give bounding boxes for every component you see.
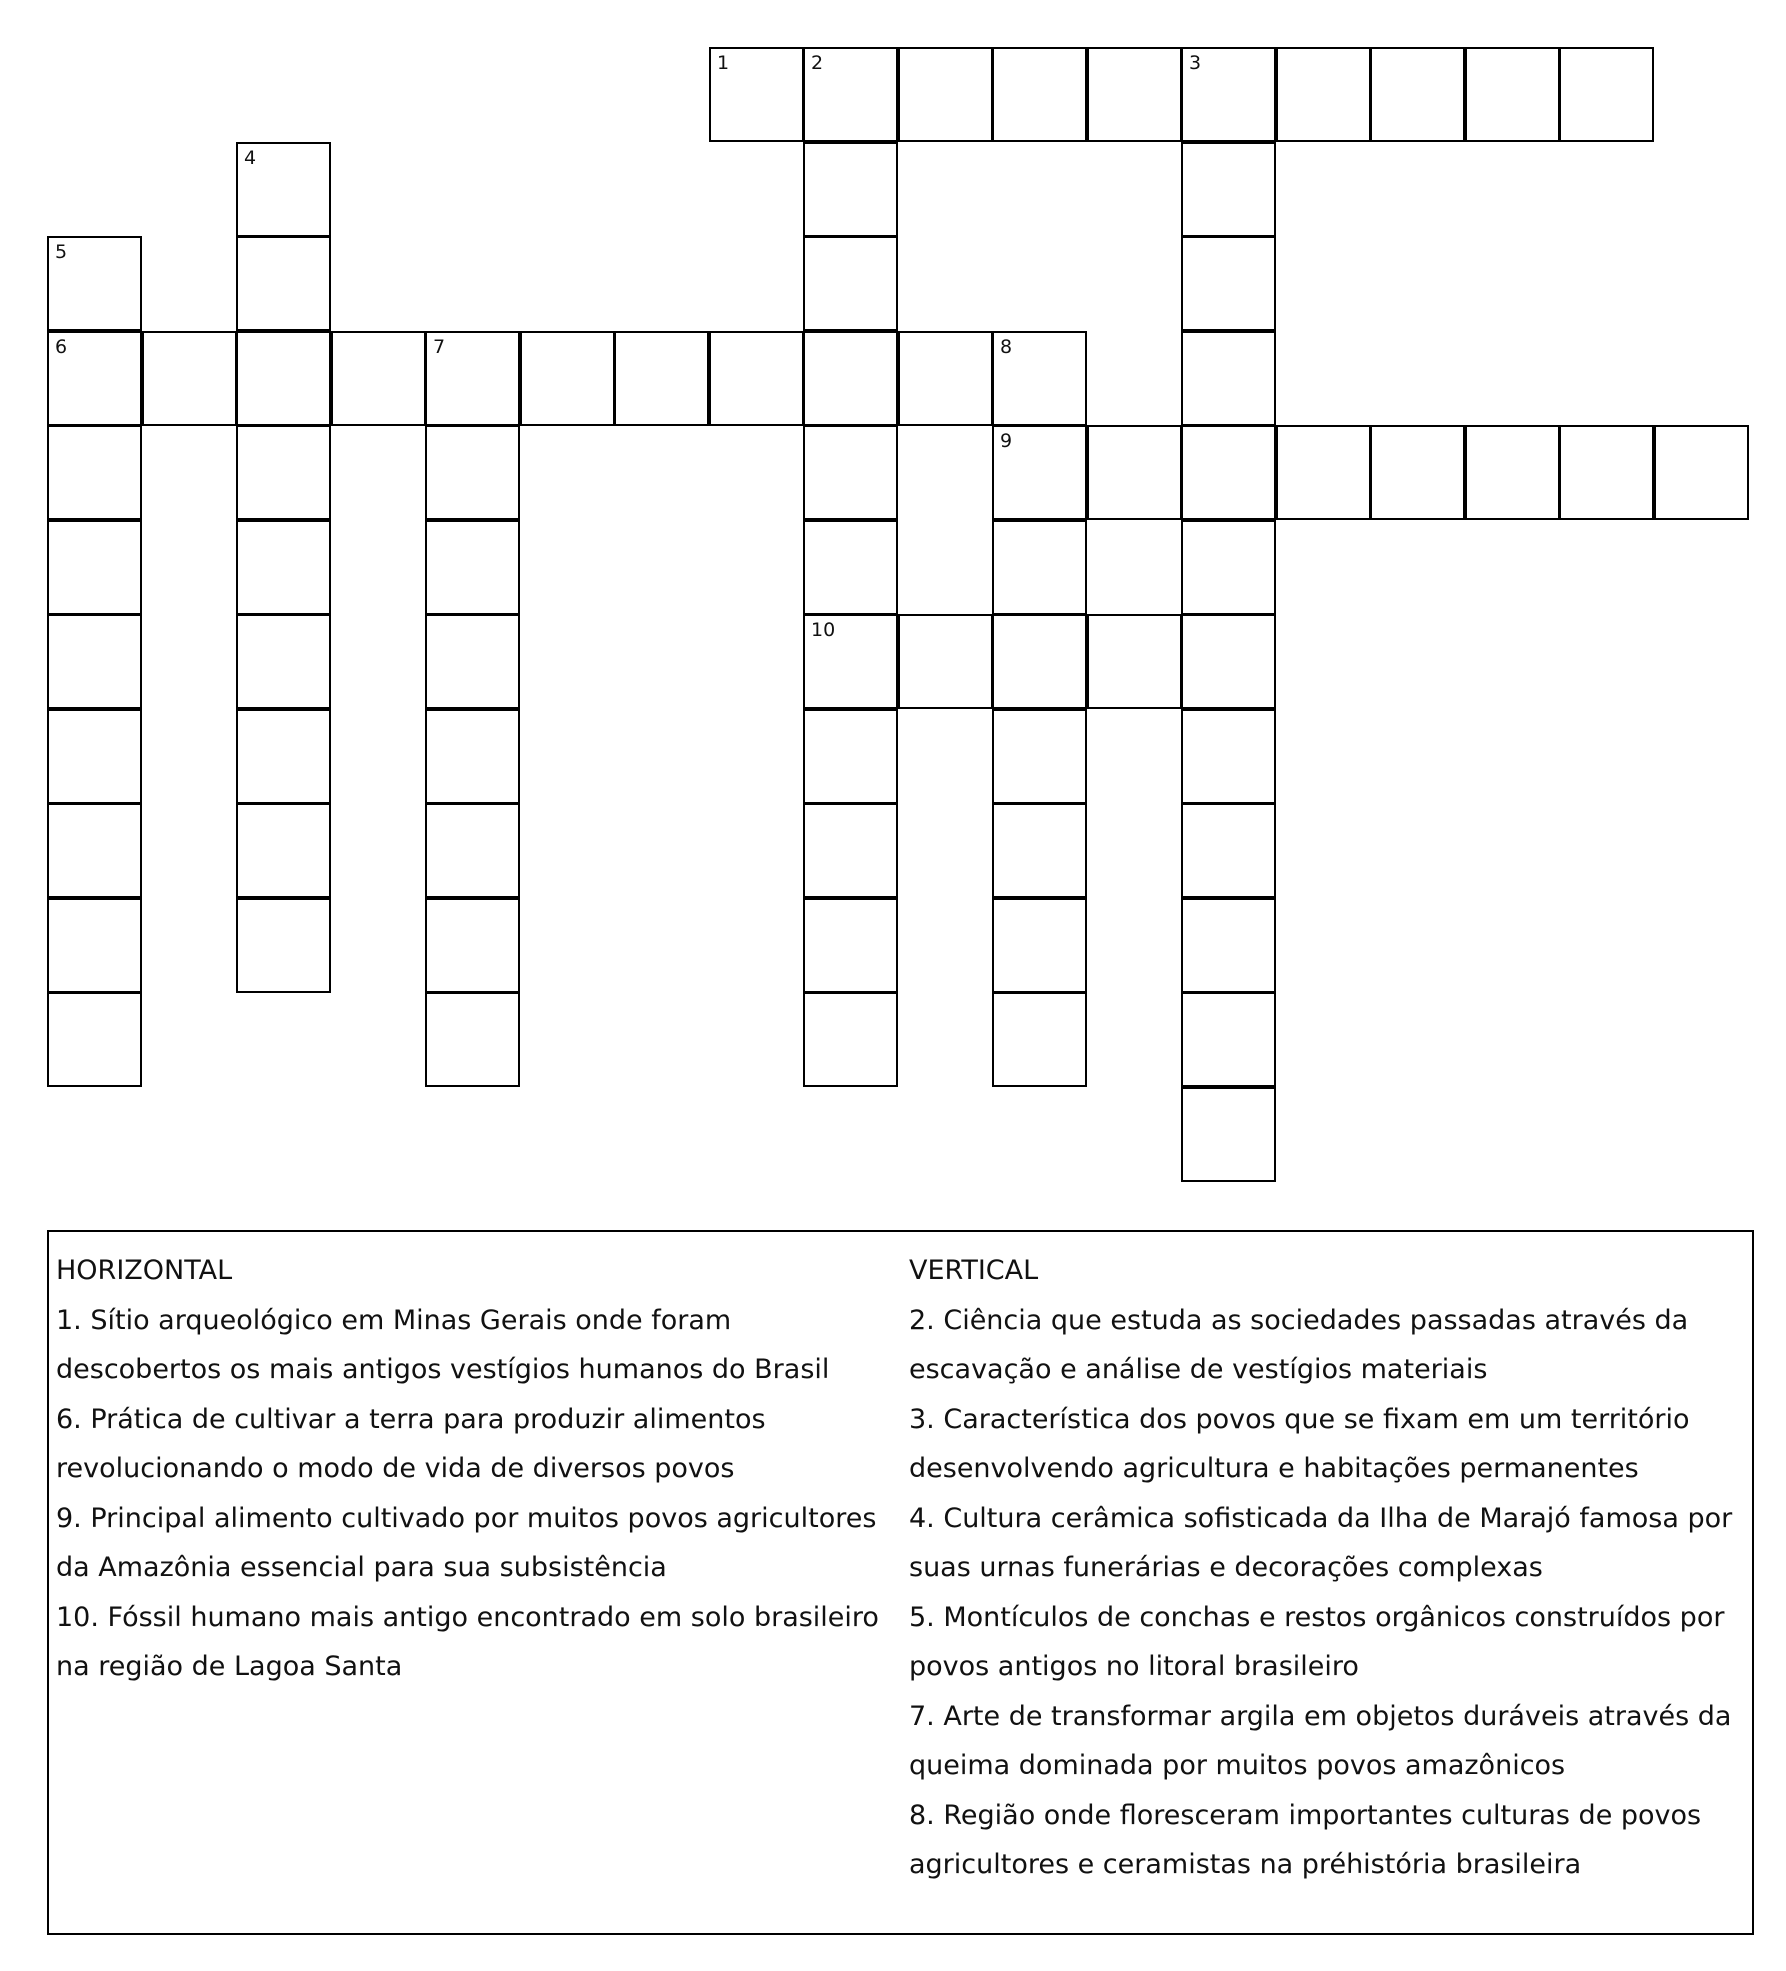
grid-cell[interactable]	[1181, 331, 1276, 426]
grid-cell[interactable]	[803, 425, 898, 520]
grid-cell[interactable]	[47, 614, 142, 709]
grid-cell[interactable]	[425, 992, 520, 1087]
grid-cell[interactable]	[992, 898, 1087, 993]
grid-cell[interactable]	[425, 898, 520, 993]
grid-cell[interactable]	[709, 331, 804, 426]
clue-6-across: 6. Prática de cultivar a terra para produzir alimentos revolucionando o modo de vida de diversos povos	[56, 1403, 766, 1484]
grid-cell[interactable]	[236, 520, 331, 615]
clue-box	[47, 1230, 1754, 1935]
grid-cell[interactable]	[1370, 425, 1465, 520]
clue-number: 9	[1000, 430, 1013, 452]
grid-cell[interactable]	[236, 614, 331, 709]
grid-cell[interactable]	[1559, 47, 1654, 142]
grid-cell[interactable]	[1276, 425, 1371, 520]
grid-cell[interactable]	[1181, 898, 1276, 993]
grid-cell[interactable]	[992, 331, 1087, 426]
horizontal-clues	[56, 1246, 896, 1692]
clue-8-down: 8. Região onde floresceram importantes culturas de povos agricultores e ceramistas na préhistória brasileira	[909, 1799, 1702, 1880]
grid-cell[interactable]	[803, 331, 898, 426]
grid-cell[interactable]	[992, 803, 1087, 898]
grid-cell[interactable]	[1559, 425, 1654, 520]
grid-cell[interactable]	[803, 520, 898, 615]
grid-cell[interactable]	[898, 614, 993, 709]
grid-cell[interactable]	[992, 520, 1087, 615]
grid-cell[interactable]	[898, 47, 993, 142]
grid-cell[interactable]	[1465, 47, 1560, 142]
clue-1-across: 1. Sítio arqueológico em Minas Gerais onde foram descobertos os mais antigos vestígios humanos do Brasil	[56, 1304, 830, 1385]
grid-cell[interactable]	[1181, 142, 1276, 237]
grid-cell[interactable]	[1181, 236, 1276, 331]
grid-cell[interactable]	[803, 709, 898, 804]
clue-4-down: 4. Cultura cerâmica sofisticada da Ilha de Marajó famosa por suas urnas funerárias e decorações complexas	[909, 1502, 1733, 1583]
grid-cell[interactable]	[236, 236, 331, 331]
grid-cell[interactable]	[425, 425, 520, 520]
grid-cell[interactable]	[992, 992, 1087, 1087]
grid-cell[interactable]	[236, 142, 331, 237]
clue-number: 8	[1000, 336, 1013, 358]
clue-9-across: 9. Principal alimento cultivado por muitos povos agricultores da Amazônia essencial para sua subsistência	[56, 1502, 877, 1583]
grid-cell[interactable]	[47, 236, 142, 331]
grid-cell[interactable]	[1181, 803, 1276, 898]
grid-cell[interactable]	[803, 992, 898, 1087]
grid-cell[interactable]	[331, 331, 426, 426]
grid-cell[interactable]	[47, 709, 142, 804]
clue-number: 10	[811, 619, 836, 641]
grid-cell[interactable]	[47, 803, 142, 898]
grid-cell[interactable]	[425, 331, 520, 426]
grid-cell[interactable]	[992, 709, 1087, 804]
grid-cell[interactable]	[520, 331, 615, 426]
grid-cell[interactable]	[236, 331, 331, 426]
grid-cell[interactable]	[1181, 614, 1276, 709]
grid-cell[interactable]	[992, 425, 1087, 520]
grid-cell[interactable]	[142, 331, 237, 426]
grid-cell[interactable]	[803, 614, 898, 709]
grid-cell[interactable]	[425, 709, 520, 804]
grid-cell[interactable]	[425, 614, 520, 709]
grid-cell[interactable]	[992, 47, 1087, 142]
vertical-title: VERTICAL	[909, 1255, 1039, 1286]
grid-cell[interactable]	[1087, 614, 1182, 709]
grid-cell[interactable]	[1181, 1087, 1276, 1182]
clue-number: 3	[1189, 52, 1202, 74]
grid-cell[interactable]	[803, 236, 898, 331]
clue-7-down: 7. Arte de transformar argila em objetos duráveis através da queima dominada por muitos povos amazônicos	[909, 1700, 1732, 1781]
grid-cell[interactable]	[1370, 47, 1465, 142]
grid-cell[interactable]	[1181, 992, 1276, 1087]
grid-cell[interactable]	[803, 803, 898, 898]
clue-number: 6	[55, 336, 68, 358]
grid-cell[interactable]	[1465, 425, 1560, 520]
clue-number: 4	[244, 147, 257, 169]
grid-cell[interactable]	[1181, 425, 1276, 520]
grid-cell[interactable]	[709, 47, 804, 142]
clue-number: 5	[55, 241, 68, 263]
grid-cell[interactable]	[236, 425, 331, 520]
grid-cell[interactable]	[425, 520, 520, 615]
grid-cell[interactable]	[425, 803, 520, 898]
clue-number: 2	[811, 52, 824, 74]
grid-cell[interactable]	[1087, 425, 1182, 520]
grid-cell[interactable]	[1276, 47, 1371, 142]
clue-3-down: 3. Característica dos povos que se fixam em um território desenvolvendo agricultura e habitações permanentes	[909, 1403, 1690, 1484]
clue-number: 7	[433, 336, 446, 358]
grid-cell[interactable]	[614, 331, 709, 426]
grid-cell[interactable]	[803, 47, 898, 142]
grid-cell[interactable]	[803, 898, 898, 993]
grid-cell[interactable]	[803, 142, 898, 237]
vertical-clues	[909, 1246, 1749, 1890]
grid-cell[interactable]	[236, 803, 331, 898]
grid-cell[interactable]	[1087, 47, 1182, 142]
grid-cell[interactable]	[992, 614, 1087, 709]
clue-5-down: 5. Montículos de conchas e restos orgânicos construídos por povos antigos no litoral brasileiro	[909, 1601, 1725, 1682]
grid-cell[interactable]	[47, 425, 142, 520]
clue-number: 1	[717, 52, 730, 74]
grid-cell[interactable]	[1181, 520, 1276, 615]
grid-cell[interactable]	[898, 331, 993, 426]
grid-cell[interactable]	[47, 992, 142, 1087]
grid-cell[interactable]	[236, 898, 331, 993]
grid-cell[interactable]	[47, 898, 142, 993]
grid-cell[interactable]	[236, 709, 331, 804]
grid-cell[interactable]	[1654, 425, 1749, 520]
grid-cell[interactable]	[47, 331, 142, 426]
clue-10-across: 10. Fóssil humano mais antigo encontrado em solo brasileiro na região de Lagoa Santa	[56, 1601, 879, 1682]
grid-cell[interactable]	[47, 520, 142, 615]
horizontal-title: HORIZONTAL	[56, 1255, 233, 1286]
clue-2-down: 2. Ciência que estuda as sociedades passadas através da escavação e análise de vestígios materiais	[909, 1304, 1689, 1385]
grid-cell[interactable]	[1181, 709, 1276, 804]
grid-cell[interactable]	[1181, 47, 1276, 142]
